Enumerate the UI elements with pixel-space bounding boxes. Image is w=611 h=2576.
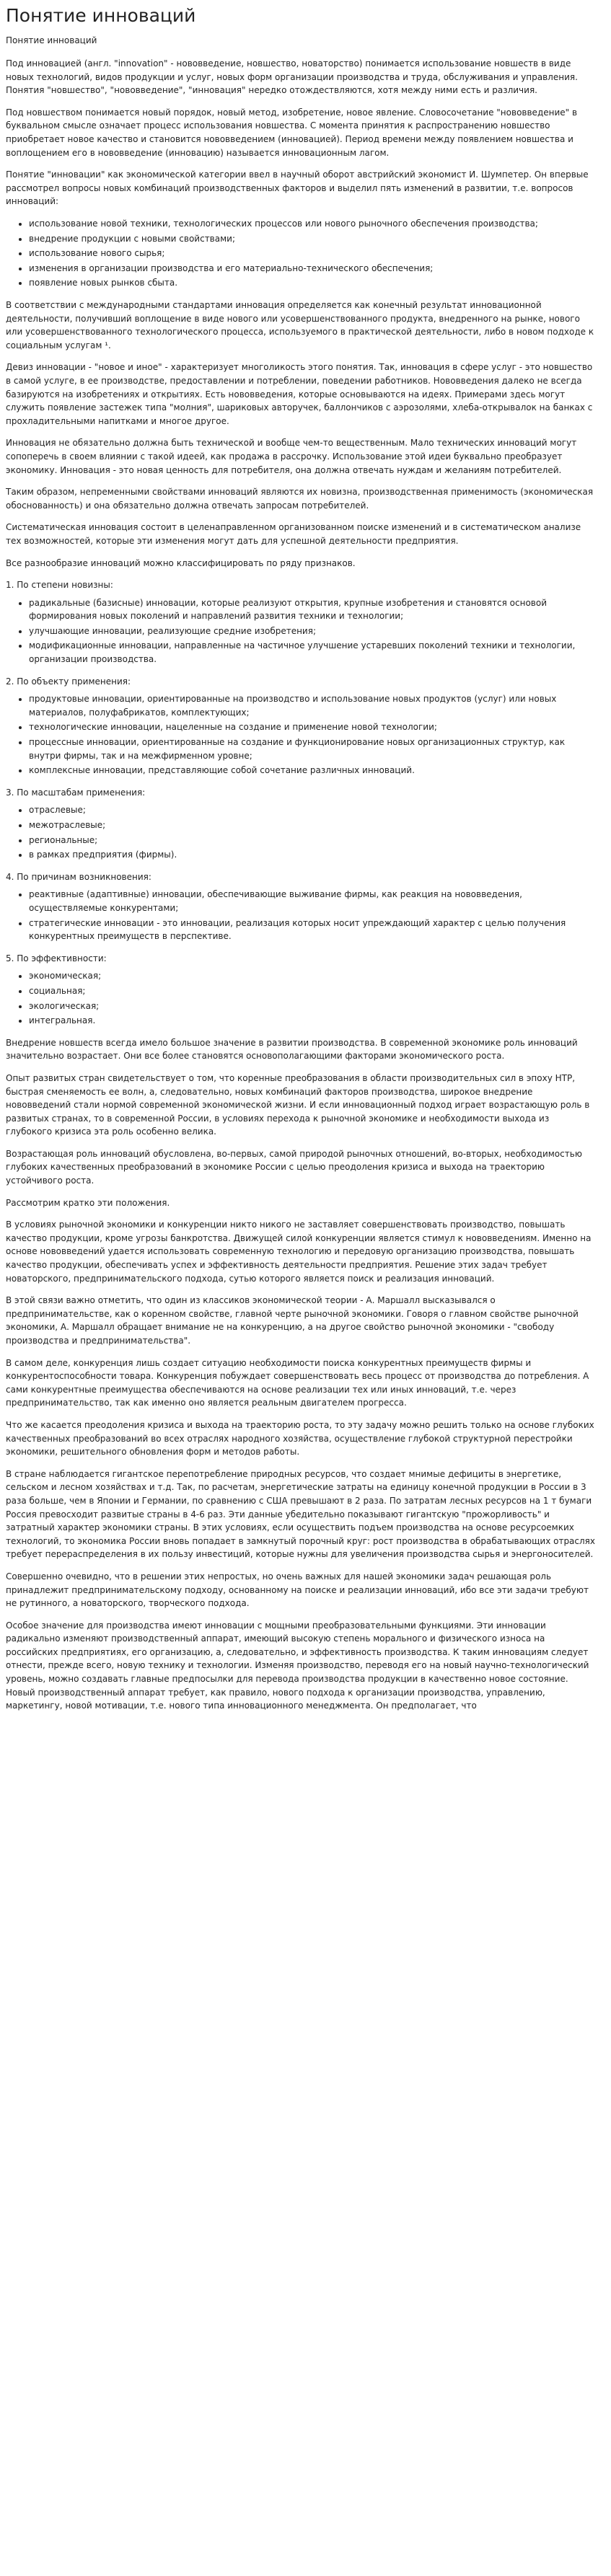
paragraph: Опыт развитых стран свидетельствует о том, что коренные преобразования в области производительных сил в эпоху НТР, быстрая сменяемость ее волн, а, следовательно, новых комбинаций факторов производства, широкое внедрение нововведений стали нормой современной экономической жизни. И если инновационный подход играет возрастающую роль в развитых странах, то в современной России, в условиях перехода к рыночной экономике и необходимости выхода из глубокого кризиса эта роль особенно велика. <box>6 1072 590 1137</box>
paragraph: Понятие "инновации" как экономической категории ввел в научный оборот австрийский экономист И. Шумпетер. Он впервые рассмотрел вопросы новых комбинаций производственных факторов и выделил пять изменений в развитии, т.е. вопросов инноваций: <box>6 169 589 207</box>
classification-list <box>6 969 597 1027</box>
classification-list <box>6 888 597 943</box>
paragraph: Систематическая инновация состоит в целенаправленном организованном поиске изменений и в систематическом анализе тех возможностей, которые эти изменения могут дать для успешной деятельности предприятия. <box>6 522 581 546</box>
list-item: • экологическая; <box>29 1000 597 1013</box>
list-item: • экономическая; <box>29 969 597 983</box>
paragraph: Особое значение для производства имеют инновации с мощными преобразовательными функциями. Эти инновации радикально изменяют производственный аппарат, имеющий высокую степень морального и физического износа на российских предприятиях, его организацию, а, следовательно, и эффективность производства. К таким инновациям следует отнести, прежде всего, новую технику и технологии. Изменяя производство, переводя его на новый научно-технологический уровень, можно создавать главные предпосылки для перевода производства продукции в качественно новое состояние. Новый производственный аппарат требует, как правило, нового подхода к организации производства, управлению, маркетингу, новой мотивации, т.е. нового типа инновационного менеджмента. Он предполагает, что <box>6 1620 589 1711</box>
classification-list <box>6 596 597 666</box>
paragraph: В стране наблюдается гигантское перепотребление природных ресурсов, что создает мнимые дефициты в энергетике, сельском и лесном хозяйствах и т.д. Так, по расчетам, энергетические затраты на единицу конечной продукции в России в 3 раза больше, чем в Японии и Германии, по сравнению с США превышают в 2 раза. По затратам лесных ресурсов на 1 т бумаги Россия превосходит развитые страны в 4-6 раз. Эти данные убедительно показывают гигантскую "прожорливость" и затратный характер экономики страны. В этих условиях, если осуществить подъем производства на основе ресурсоемких технологий, то экономика России вновь попадает в замкнутый порочный круг: рост производства в обрабатывающих отраслях требует перераспределения в их пользу инвестиций, которые нужны для увеличения производства сырья и энергоносителей. <box>6 1468 595 1560</box>
list-item: • улучшающие инновации, реализующие средние изобретения; <box>29 625 597 638</box>
schumpeter-list <box>6 217 597 290</box>
paragraph: Что же касается преодоления кризиса и выхода на траекторию роста, то эту задачу можно решить только на основе глубоких качественных преобразований во всех отраслях народного хозяйства, осуществление глубокой структурной перестройки экономики, решительного обновления форм и методов работы. <box>6 1419 594 1457</box>
paragraph: Под новшеством понимается новый порядок, новый метод, изобретение, новое явление. Словосочетание "нововведение" в буквальном смысле означает процесс использования новшества. С момента принятия к распространению новшество приобретает новое качество и становится нововведением (инновацией). Период времени между появлением новшества и воплощением его в нововведение (инновацию) называется инновационным лагом. <box>6 107 578 158</box>
classification-list <box>6 803 597 861</box>
paragraph: Все разнообразие инноваций можно классифицировать по ряду признаков. <box>6 557 356 568</box>
page-subtitle: Понятие инноваций <box>6 35 97 45</box>
list-item: • в рамках предприятия (фирмы). <box>29 848 597 862</box>
list-item: • продуктовые инновации, ориентированные на производство и использование новых продуктов (услуг) или новых материалов, полуфабрикатов, комплектующих; <box>29 692 597 719</box>
paragraph: Таким образом, непременными свойствами инноваций являются их новизна, производственная применимость (экономическая обоснованность) и она обязательно должна отвечать запросам потребителей. <box>6 487 594 511</box>
list-item: • интегральная. <box>29 1014 597 1028</box>
classification-heading: 2. По объекту применения: <box>6 676 131 687</box>
paragraph: Возрастающая роль инноваций обусловлена, во-первых, самой природой рыночных отношений, во-вторых, необходимостью глубоких качественных преобразований в экономике России с целью преодоления кризиса и выхода на траекторию устойчивого роста. <box>6 1148 582 1186</box>
list-item: • использование новой техники, технологических процессов или нового рыночного обеспечения производства; <box>29 217 597 231</box>
list-item: • отраслевые; <box>29 803 597 817</box>
list-item: • появление новых рынков сбыта. <box>29 276 597 290</box>
paragraph: Инновация не обязательно должна быть технической и вообще чем-то вещественным. Мало технических инноваций могут сопоперечь в своем влиянии с такой идеей, как продажа в рассрочку. Использование этой идеи буквально преобразует экономику. Инновация - это новая ценность для потребителя, она должна отвечать нуждам и желаниям потребителей. <box>6 438 577 475</box>
classification-list <box>6 692 597 777</box>
list-item: • комплексные инновации, представляющие собой сочетание различных инноваций. <box>29 764 597 777</box>
list-item: • радикальные (базисные) инновации, которые реализуют открытия, крупные изобретения и становятся основой формирования новых поколений и направлений развития техники и технологии; <box>29 596 597 623</box>
list-item: • технологические инновации, нацеленные на создание и применение новой технологии; <box>29 720 597 734</box>
classification-heading: 1. По степени новизны: <box>6 580 113 591</box>
list-item: • региональные; <box>29 834 597 847</box>
paragraph: Совершенно очевидно, что в решении этих непростых, но очень важных для нашей экономики задач решающая роль принадлежит предпринимательскому подходу, основанному на поиске и реализации инноваций, ибо все эти задачи требуют не рутинного, а новаторского, творческого подхода. <box>6 1571 589 1609</box>
paragraph: Под инновацией (англ. "innovation" - нововведение, новшество, новаторство) понимается использование новшеств в виде новых технологий, видов продукции и услуг, новых форм организации производства и труда, обслуживания и управления. Понятия "новшество", "нововведение", "инновация" нередко отождествляются, хотя между ними есть и различия. <box>6 58 578 96</box>
classification-heading: 5. По эффективности: <box>6 953 107 963</box>
page-title: Понятие инноваций <box>6 5 196 26</box>
list-item: • социальная; <box>29 984 597 998</box>
list-item: • изменения в организации производства и его материально-технического обеспечения; <box>29 262 597 275</box>
paragraph: Рассмотрим кратко эти положения. <box>6 1197 170 1208</box>
list-item: • внедрение продукции с новыми свойствами; <box>29 232 597 246</box>
paragraph: Девиз инновации - "новое и иное" - характеризует многоликость этого понятия. Так, инновация в сфере услуг - это новшество в самой услуге, в ее производстве, предоставлении и потреблении, поведении работников. Нововведения далеко не всегда базируются на изобретениях и открытиях. Есть нововведения, которые основываются на идеях. Примерами здесь могут служить появление застежек типа "молния", шариковых авторучек, баллончиков с аэрозолями, хлеба-открывалок на банках с прохладительными напитками и многое другое. <box>6 362 593 426</box>
paragraph: В соответствии с международными стандартами инновация определяется как конечный результат инновационной деятельности, получивший воплощение в виде нового или усовершенствованного продукта, внедренного на рынке, нового или усовершенствованного технологического процесса, используемого в практической деятельности, либо в новом подходе к социальным услугам ¹. <box>6 300 594 350</box>
list-item: • процессные инновации, ориентированные на создание и функционирование новых организационных структур, как внутри фирмы, так и на межфирменном уровне; <box>29 736 597 762</box>
list-item: • межотраслевые; <box>29 819 597 832</box>
list-item: • использование нового сырья; <box>29 247 597 260</box>
list-item: • модификационные инновации, направленные на частичное улучшение устаревших поколений техники и технологии, организации производства. <box>29 639 597 666</box>
list-item: • реактивные (адаптивные) инновации, обеспечивающие выживание фирмы, как реакция на нововведения, осуществляемые конкурентами; <box>29 888 597 914</box>
list-item: • стратегические инновации - это инновации, реализация которых носит упреждающий характер с целью получения конкурентных преимуществ в перспективе. <box>29 917 597 943</box>
paragraph: Внедрение новшеств всегда имело большое значение в развитии производства. В современной экономике роль инноваций значительно возрастает. Они все более становятся основополагающими факторами экономического роста. <box>6 1037 578 1062</box>
classification-heading: 4. По причинам возникновения: <box>6 871 151 882</box>
paragraph: В самом деле, конкуренция лишь создает ситуацию необходимости поиска конкурентных преимуществ фирмы и конкурентоспособности товара. Конкуренция побуждает совершенствовать весь процесс от производства до потребления. А сами конкурентные преимущества обеспечиваются на основе реализации тех или иных инноваций, т.е. через предпринимательство, так как именно оно является реальным двигателем прогресса. <box>6 1357 589 1408</box>
paragraph: В этой связи важно отметить, что один из классиков экономической теории - А. Маршалл высказывался о предпринимательстве, как о коренном свойстве, главной черте рыночной экономики. Говоря о главном свойстве рыночной экономики, А. Маршалл обращает внимание не на конкуренцию, а на другое свойство рыночной экономики - "свободу производства и предпринимательства". <box>6 1295 579 1346</box>
paragraph: В условиях рыночной экономики и конкуренции никто никого не заставляет совершенствовать производство, повышать качество продукции, кроме угрозы банкротства. Движущей силой конкуренции является стимул к нововведениям. Именно на основе нововведений удается использовать современную технологию и передовую организацию производства, повышать качество продукции, обеспечивать успех и эффективность деятельности предприятия. Решение этих задач требует новаторского, предпринимательского подхода, сутью которого является поиск и реализация инноваций. <box>6 1219 592 1284</box>
classification-heading: 3. По масштабам применения: <box>6 787 146 798</box>
